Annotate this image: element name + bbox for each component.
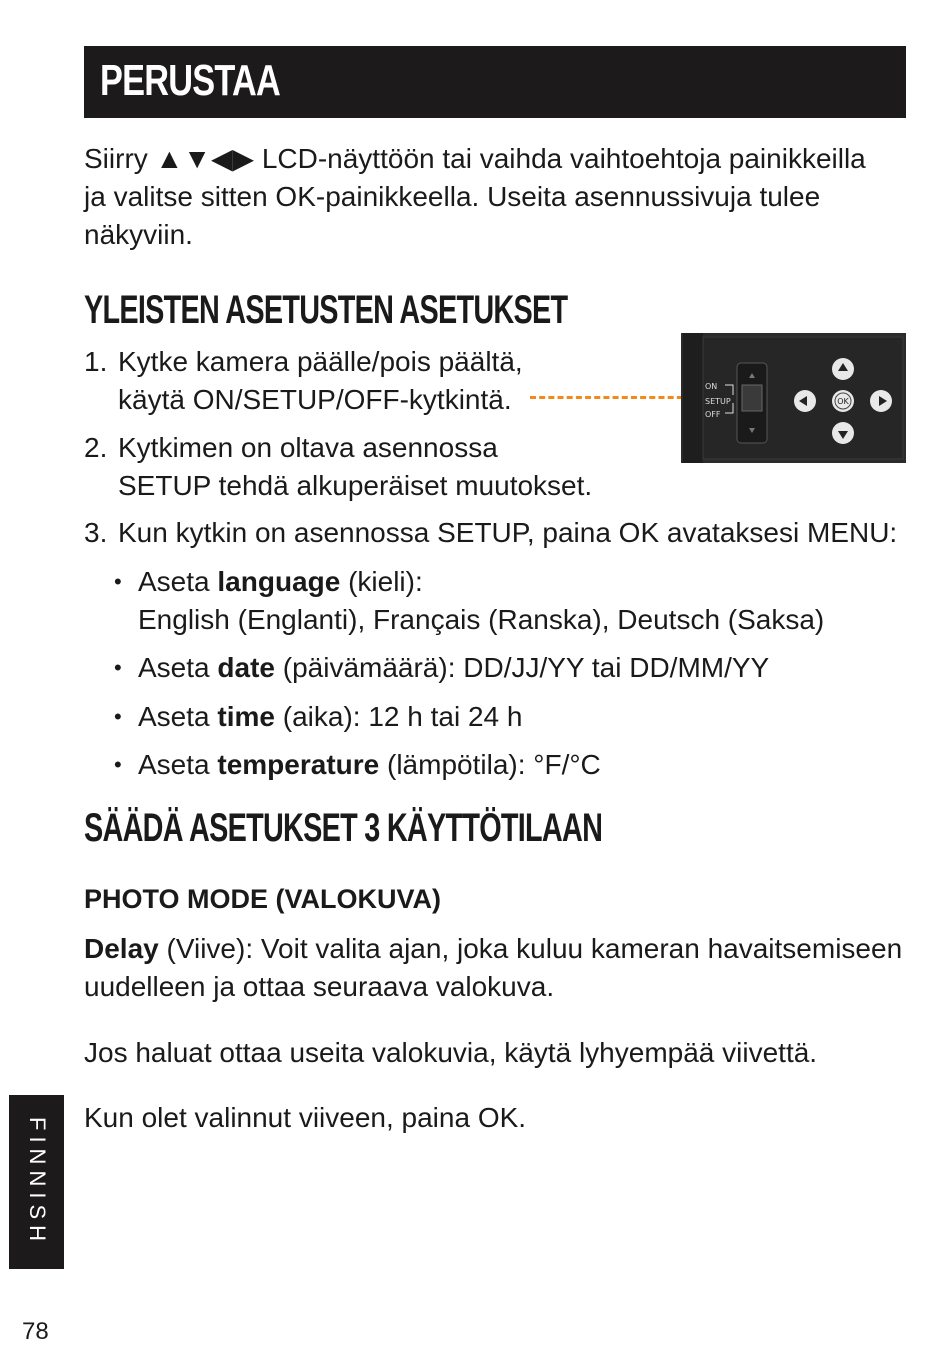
modes-heading: SÄÄDÄ ASETUKSET 3 KÄYTTÖTILAAN bbox=[84, 806, 603, 850]
intro-paragraph bbox=[84, 140, 914, 254]
arrow-keys-icon: ▲▼◀▶ bbox=[155, 143, 255, 174]
shorter-delay-paragraph: Jos haluat ottaa useita valokuvia, käytä lyhyempää viivettä. bbox=[84, 1037, 818, 1068]
section-title: PERUSTAA bbox=[100, 56, 280, 105]
switch-label-off: OFF bbox=[705, 410, 721, 419]
ok-button-label: OK bbox=[837, 397, 849, 406]
delay-paragraph: Delay (Viive): Voit valita ajan, joka kuluu kameran havaitsemiseen uudelleen ja ottaa seuraava valokuva. bbox=[84, 933, 903, 1002]
section-header-bar bbox=[84, 46, 906, 118]
intro-line-3: näkyviin. bbox=[84, 219, 193, 250]
intro-line-2: ja valitse sitten OK-painikkeella. Useita asennussivuja tulee bbox=[84, 181, 821, 212]
switch-label-setup: SETUP bbox=[705, 397, 731, 406]
press-ok-paragraph: Kun olet valinnut viiveen, paina OK. bbox=[84, 1102, 527, 1133]
language-side-tab bbox=[9, 1095, 64, 1269]
general-settings-heading: YLEISTEN ASETUSTEN ASETUKSET bbox=[84, 288, 568, 332]
photo-mode-heading: PHOTO MODE (VALOKUVA) bbox=[84, 884, 441, 914]
camera-panel-icon bbox=[681, 333, 906, 463]
page-number: 78 bbox=[22, 1318, 49, 1345]
camera-control-panel-image bbox=[681, 333, 906, 463]
callout-dashed-line bbox=[530, 396, 692, 399]
switch-label-on: ON bbox=[705, 382, 718, 391]
language-label: FINNISH bbox=[24, 1117, 50, 1247]
intro-line-1: Siirry ▲▼◀▶ LCD-näyttöön tai vaihda vaihtoehtoja painikkeilla bbox=[84, 143, 866, 174]
